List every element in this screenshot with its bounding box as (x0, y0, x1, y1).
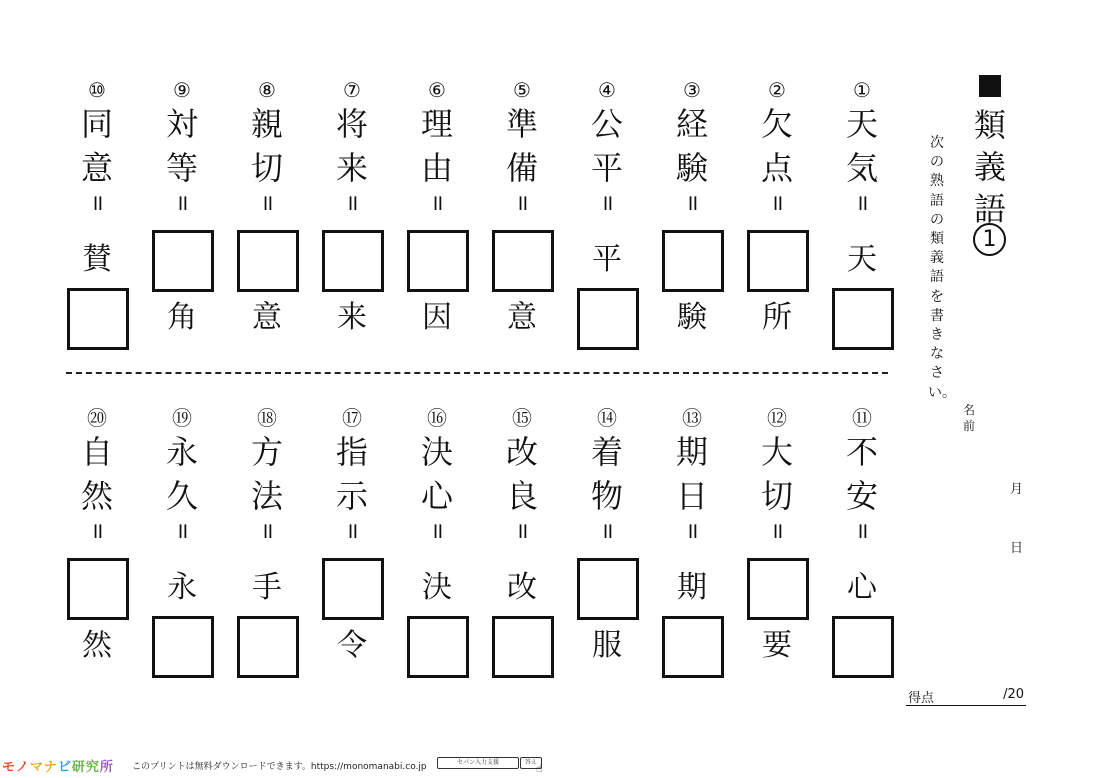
word-character: 久 (165, 477, 198, 515)
input-support-button[interactable]: セパン入力支援 (437, 757, 519, 769)
answer-slot-top (65, 230, 129, 290)
word-character: 物 (590, 477, 623, 515)
answer-slot-bottom (660, 288, 724, 348)
answer-box[interactable] (832, 616, 894, 678)
word-character: 将 (335, 105, 368, 143)
problem-number: ⑭ (597, 406, 617, 430)
brand-logo (2, 756, 114, 775)
given-character: 期 (677, 570, 707, 605)
word-character: 不 (845, 433, 878, 471)
answer-slot-top (660, 558, 724, 618)
word-character: 準 (505, 105, 538, 143)
problem-number: ⑦ (343, 78, 361, 102)
problem-number: ⑥ (428, 78, 446, 102)
word-character: 親 (250, 105, 283, 143)
answer-button[interactable]: 答え (520, 757, 542, 769)
instruction-text: 次の熟語の類義語を書きなさい。 (928, 135, 956, 401)
brand-part: 研究 (71, 760, 100, 775)
answer-box[interactable] (322, 558, 384, 620)
answer-slot-top (660, 230, 724, 290)
answer-slot-bottom (745, 616, 809, 676)
equals-sign: ॥ (515, 191, 529, 216)
name-label: 名前 (962, 403, 975, 433)
problem-column (320, 80, 384, 380)
word-character: 等 (165, 149, 198, 187)
score-label: 得点 (908, 691, 935, 706)
answer-slot-top (830, 558, 894, 618)
answer-slot-top (320, 230, 384, 290)
equals-sign: ॥ (345, 191, 359, 216)
answer-slot-top (65, 558, 129, 618)
given-character: 来 (337, 300, 367, 335)
answer-box[interactable] (662, 230, 724, 292)
answer-box[interactable] (322, 230, 384, 292)
problem-number: ⑬ (682, 406, 702, 430)
word-character: 点 (760, 149, 793, 187)
word-character: 法 (250, 477, 283, 515)
word-character: 永 (165, 433, 198, 471)
equals-sign: ॥ (770, 191, 784, 216)
problem-column (405, 408, 469, 708)
word-character: 示 (335, 477, 368, 515)
equals-sign: ॥ (855, 519, 869, 544)
word-character: 改 (505, 433, 538, 471)
answer-slot-top (490, 230, 554, 290)
given-character: 所 (762, 300, 792, 335)
problem-number: ⑯ (427, 406, 447, 430)
answer-slot-bottom (405, 616, 469, 676)
brand-part: ビ (57, 760, 72, 775)
answer-box[interactable] (662, 616, 724, 678)
problem-number: ① (853, 78, 871, 102)
problem-column (575, 80, 639, 380)
answer-box[interactable] (152, 616, 214, 678)
word-character: 大 (760, 433, 793, 471)
problem-number: ⑤ (513, 78, 531, 102)
word-character: 公 (590, 105, 623, 143)
answer-slot-bottom (830, 288, 894, 348)
answer-box[interactable] (577, 558, 639, 620)
word-character: 切 (760, 477, 793, 515)
equals-sign: ॥ (855, 191, 869, 216)
answer-slot-top (745, 230, 809, 290)
answer-slot-top (320, 558, 384, 618)
problem-column (405, 80, 469, 380)
equals-sign: ॥ (685, 191, 699, 216)
word-character: 同 (80, 105, 113, 143)
problem-column (830, 408, 894, 708)
answer-slot-top (235, 230, 299, 290)
problem-column (830, 80, 894, 380)
brand-part: 所 (99, 760, 114, 775)
word-character: 日 (675, 477, 708, 515)
problem-number: ⑫ (767, 406, 787, 430)
equals-sign: ॥ (430, 519, 444, 544)
word-character: 経 (675, 105, 708, 143)
equals-sign: ॥ (90, 191, 104, 216)
word-character: 備 (505, 149, 538, 187)
problem-column (65, 408, 129, 708)
brand-part: マナ (29, 760, 58, 775)
equals-sign: ॥ (430, 191, 444, 216)
problem-column (235, 80, 299, 380)
word-character: 着 (590, 433, 623, 471)
word-character: 方 (250, 433, 283, 471)
answer-box[interactable] (237, 616, 299, 678)
answer-box[interactable] (747, 230, 809, 292)
answer-slot-bottom (235, 288, 299, 348)
answer-slot-top (490, 558, 554, 618)
problem-column (235, 408, 299, 708)
worksheet-title: 類義語 (973, 106, 1006, 228)
problem-number: ⑳ (87, 406, 107, 430)
answer-slot-top (405, 558, 469, 618)
problem-column (745, 408, 809, 708)
problem-column (575, 408, 639, 708)
word-character: 気 (845, 149, 878, 187)
equals-sign: ॥ (175, 519, 189, 544)
answer-slot-bottom (490, 616, 554, 676)
brand-part: モノ (2, 760, 30, 775)
word-character: 由 (420, 149, 453, 187)
month-label: 月 (1010, 482, 1024, 497)
problem-column (490, 408, 554, 708)
answer-slot-bottom (65, 288, 129, 348)
answer-box[interactable] (237, 230, 299, 292)
problem-column (660, 408, 724, 708)
answer-slot-bottom (235, 616, 299, 676)
problem-column (490, 80, 554, 380)
answer-slot-bottom (575, 616, 639, 676)
given-character: 改 (507, 570, 537, 605)
download-note: このプリントは無料ダウンロードできます。https://monomanabi.co.jp (132, 762, 427, 772)
problem-number: ⑨ (173, 78, 191, 102)
word-character: 期 (675, 433, 708, 471)
problem-number: ⑲ (172, 406, 192, 430)
given-character: 永 (167, 570, 197, 605)
answer-slot-bottom (830, 616, 894, 676)
problem-number: ③ (683, 78, 701, 102)
given-character: 天 (847, 242, 877, 277)
word-character: 自 (80, 433, 113, 471)
given-character: 験 (677, 300, 707, 335)
problem-column (150, 408, 214, 708)
title-square (979, 75, 1001, 97)
equals-sign: ॥ (90, 519, 104, 544)
answer-slot-top (830, 230, 894, 290)
problem-column (65, 80, 129, 380)
worksheet-number: 1 (973, 223, 1006, 256)
answer-slot-bottom (150, 288, 214, 348)
problem-number: ② (768, 78, 786, 102)
problem-column (745, 80, 809, 380)
equals-sign: ॥ (600, 519, 614, 544)
answer-slot-top (575, 230, 639, 290)
word-character: 良 (505, 477, 538, 515)
word-character: 平 (590, 149, 623, 187)
answer-box[interactable] (577, 288, 639, 350)
given-character: 角 (167, 300, 197, 335)
answer-box[interactable] (67, 558, 129, 620)
answer-slot-top (575, 558, 639, 618)
problem-number: ⑰ (342, 406, 362, 430)
given-character: 平 (592, 242, 622, 277)
given-character: 決 (422, 570, 452, 605)
section-divider (66, 372, 888, 374)
answer-slot-bottom (405, 288, 469, 348)
word-character: 天 (845, 105, 878, 143)
given-character: 賛 (82, 242, 112, 277)
problem-number: ⑱ (257, 406, 277, 430)
equals-sign: ॥ (685, 519, 699, 544)
answer-box[interactable] (67, 288, 129, 350)
answer-slot-bottom (320, 616, 384, 676)
answer-box[interactable] (492, 230, 554, 292)
given-character: 意 (507, 300, 537, 335)
given-character: 要 (762, 628, 792, 663)
problem-column (320, 408, 384, 708)
problem-number: ④ (598, 78, 616, 102)
answer-slot-bottom (65, 616, 129, 676)
equals-sign: ॥ (770, 519, 784, 544)
answer-slot-bottom (575, 288, 639, 348)
pointer-cursor-icon: ☝ (536, 762, 543, 775)
answer-box[interactable] (492, 616, 554, 678)
given-character: 手 (252, 570, 282, 605)
given-character: 服 (592, 628, 622, 663)
answer-slot-top (235, 558, 299, 618)
word-character: 来 (335, 149, 368, 187)
answer-slot-bottom (660, 616, 724, 676)
word-character: 対 (165, 105, 198, 143)
given-character: 然 (82, 628, 112, 663)
word-character: 理 (420, 105, 453, 143)
word-character: 切 (250, 149, 283, 187)
answer-slot-top (150, 558, 214, 618)
equals-sign: ॥ (345, 519, 359, 544)
word-character: 指 (335, 433, 368, 471)
equals-sign: ॥ (600, 191, 614, 216)
problem-number: ⑮ (512, 406, 532, 430)
answer-box[interactable] (747, 558, 809, 620)
equals-sign: ॥ (515, 519, 529, 544)
given-character: 令 (337, 628, 367, 663)
problem-number: ⑩ (88, 78, 106, 102)
score-row (906, 687, 1026, 706)
answer-slot-bottom (320, 288, 384, 348)
answer-box[interactable] (407, 616, 469, 678)
answer-box[interactable] (407, 230, 469, 292)
word-character: 安 (845, 477, 878, 515)
problem-column (660, 80, 724, 380)
problem-number: ⑧ (258, 78, 276, 102)
equals-sign: ॥ (175, 191, 189, 216)
equals-sign: ॥ (260, 191, 274, 216)
answer-slot-bottom (490, 288, 554, 348)
answer-slot-bottom (150, 616, 214, 676)
given-character: 因 (422, 300, 452, 335)
problem-number: ⑪ (852, 406, 872, 430)
problem-column (150, 80, 214, 380)
word-character: 験 (675, 149, 708, 187)
answer-slot-top (405, 230, 469, 290)
score-total: /20 (1003, 687, 1024, 702)
given-character: 意 (252, 300, 282, 335)
answer-box[interactable] (832, 288, 894, 350)
word-character: 決 (420, 433, 453, 471)
day-label: 日 (1010, 541, 1024, 556)
given-character: 心 (847, 570, 877, 605)
answer-slot-top (150, 230, 214, 290)
answer-slot-top (745, 558, 809, 618)
answer-slot-bottom (745, 288, 809, 348)
word-character: 欠 (760, 105, 793, 143)
word-character: 心 (420, 477, 453, 515)
word-character: 然 (80, 477, 113, 515)
equals-sign: ॥ (260, 519, 274, 544)
word-character: 意 (80, 149, 113, 187)
answer-box[interactable] (152, 230, 214, 292)
